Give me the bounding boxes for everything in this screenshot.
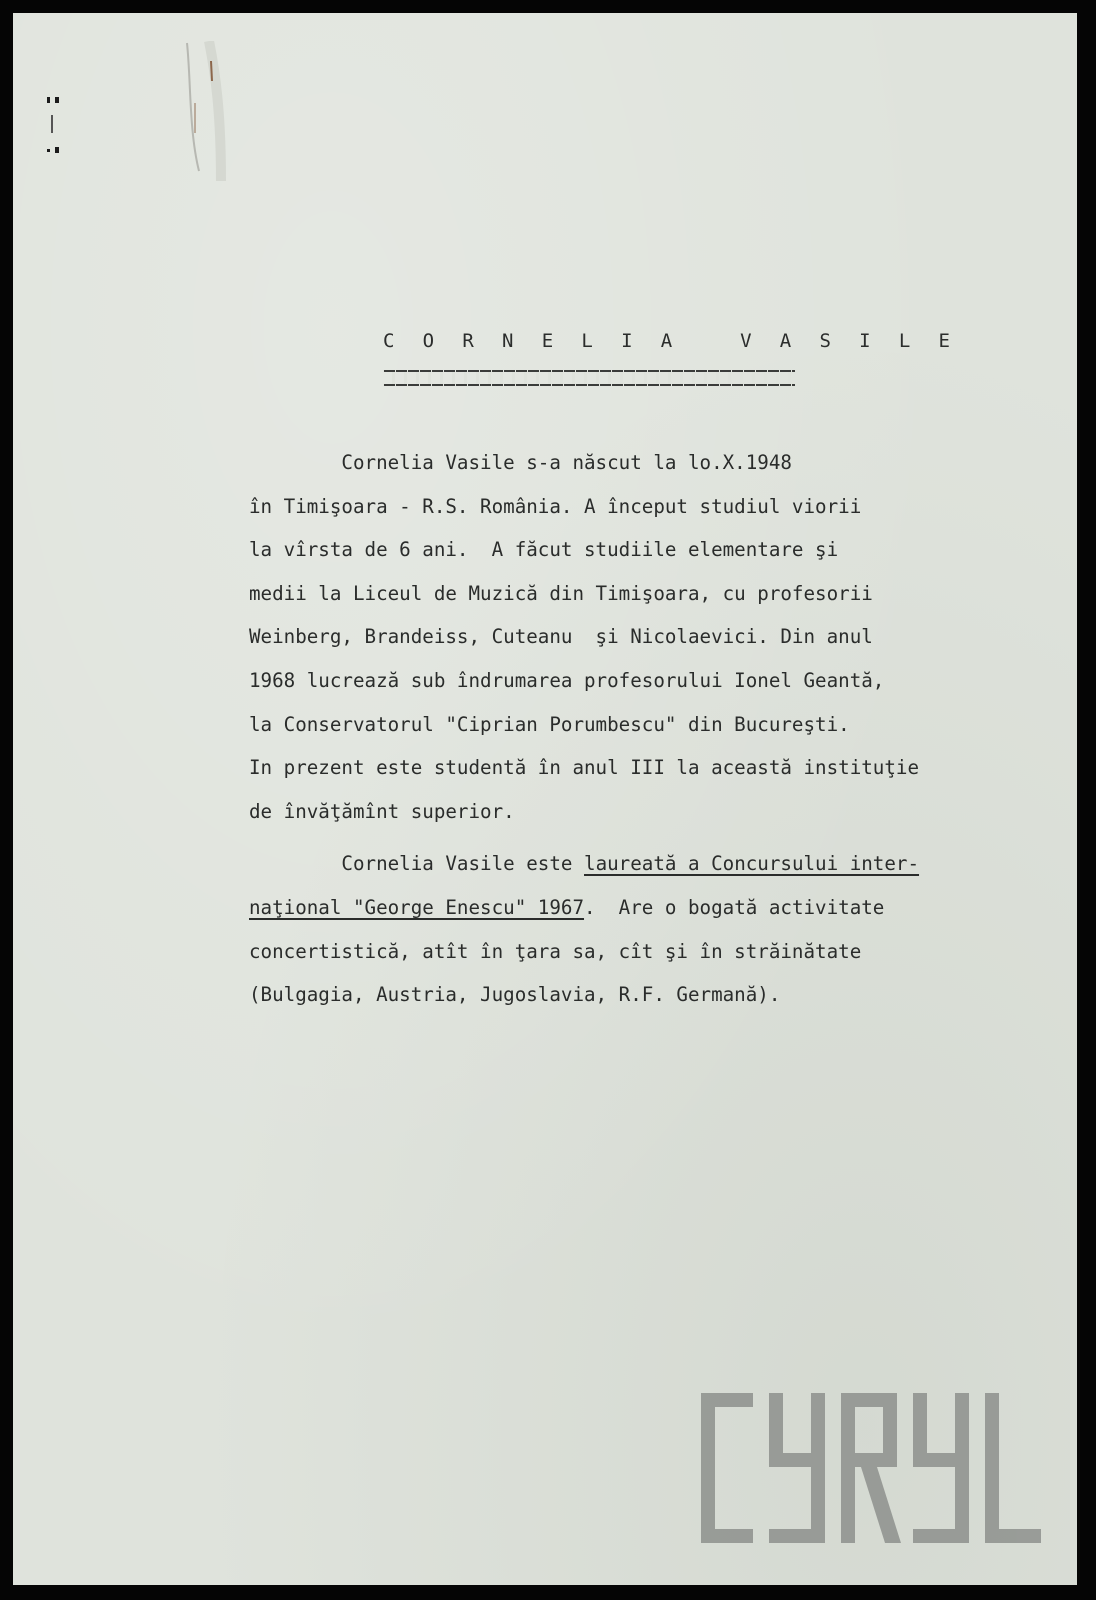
paragraph-2-line-4: (Bulgagia, Austria, Jugoslavia, R.F. Germană). bbox=[249, 983, 781, 1007]
award-underlined-text: naţional "George Enescu" 1967 bbox=[249, 895, 585, 919]
paragraph-2-line-1 bbox=[249, 842, 1039, 886]
paragraph-2-line-2-plain: . Are o bogată activitate bbox=[584, 895, 885, 919]
paragraph-1-line: Weinberg, Brandeiss, Cuteanu şi Nicolaevici. Din anul bbox=[249, 625, 873, 649]
cyryl-watermark-logo bbox=[701, 1393, 1041, 1543]
paragraph-2-line-3: concertistică, atît în ţara sa, cît şi în străinătate bbox=[249, 939, 862, 963]
award-underlined-text: laureată a Concursului inter- bbox=[584, 852, 920, 876]
biography-text bbox=[249, 441, 1039, 1017]
punch-hole-marks bbox=[45, 85, 67, 165]
document-title: C O R N E L I A V A S I L E bbox=[383, 330, 959, 352]
paragraph-2-line-1-plain: Cornelia Vasile este bbox=[249, 852, 585, 876]
paragraph-1-line: Cornelia Vasile s-a născut la lo.X.1948 bbox=[249, 451, 792, 474]
paragraph-1-line: la vîrsta de 6 ani. A făcut studiile elementare şi bbox=[249, 538, 839, 562]
paragraph-1-line: în Timişoara - R.S. România. A început studiul viorii bbox=[249, 494, 862, 518]
paragraph-gap bbox=[249, 833, 1039, 842]
title-double-underline bbox=[383, 370, 795, 386]
paragraph-1-line: medii la Liceul de Muzică din Timişoara, cu profesorii bbox=[249, 581, 873, 605]
staple-fold-mark bbox=[181, 41, 231, 181]
paragraph-1-line: la Conservatorul "Ciprian Porumbescu" din Bucureşti. bbox=[249, 712, 850, 736]
paragraph-1-line: de învăţămînt superior. bbox=[249, 799, 515, 823]
paragraph-1-line: In prezent este studentă în anul III la această instituţie bbox=[249, 756, 920, 780]
document-page bbox=[13, 13, 1077, 1585]
paragraph-2-line-2 bbox=[249, 886, 1039, 930]
paragraph-1-line: 1968 lucrează sub îndrumarea profesorului Ionel Geantă, bbox=[249, 668, 885, 692]
